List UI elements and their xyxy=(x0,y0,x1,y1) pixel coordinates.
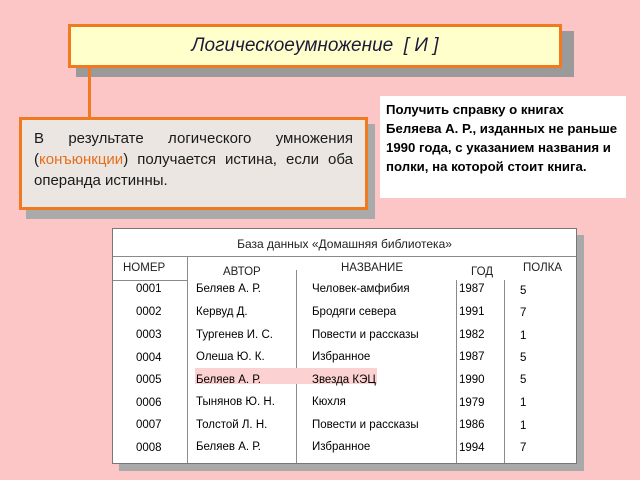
cell-shelf: 7 xyxy=(520,442,527,454)
cell-year: 1991 xyxy=(459,306,485,318)
cell-title: Избранное xyxy=(312,351,371,363)
cell-number: 0007 xyxy=(136,419,162,431)
column-header-author: АВТОР xyxy=(223,266,261,278)
caption-divider xyxy=(113,256,576,257)
cell-title: Кюхля xyxy=(312,396,346,408)
cell-shelf: 1 xyxy=(520,330,527,342)
col-divider xyxy=(456,280,457,463)
rule-definition xyxy=(19,117,368,210)
database-caption: База данных «Домашняя библиотека» xyxy=(237,237,452,251)
col-divider xyxy=(504,280,505,463)
title-left: Логическое xyxy=(191,35,295,56)
cell-author: Толстой Л. Н. xyxy=(196,419,268,431)
cell-title: Человек-амфибия xyxy=(312,283,410,295)
column-header-number: НОМЕР xyxy=(123,262,166,274)
cell-shelf: 5 xyxy=(520,285,527,297)
column-header-year: ГОД xyxy=(471,266,494,278)
connector-line xyxy=(88,68,91,122)
cell-number: 0005 xyxy=(136,374,162,386)
cell-year: 1979 xyxy=(459,397,485,409)
column-header-title: НАЗВАНИЕ xyxy=(341,262,403,274)
task-statement: Получить справку о книгах Беляева А. Р., изданных не раньше 1990 года, с указанием названия и полки, на которой стоит книга. xyxy=(380,96,626,198)
cell-year: 1986 xyxy=(459,419,485,431)
cell-shelf: 1 xyxy=(520,397,527,409)
cell-title: Избранное xyxy=(312,441,371,453)
rule-term-highlight: конъюнкции xyxy=(39,151,124,168)
cell-title: Звезда КЭЦ xyxy=(312,374,376,386)
cell-shelf: 5 xyxy=(520,374,527,386)
rule-text-before: В результате логического умножения ( xyxy=(34,130,353,168)
cell-number: 0003 xyxy=(136,329,162,341)
cell-year: 1987 xyxy=(459,283,485,295)
cell-author: Тынянов Ю. Н. xyxy=(196,396,275,408)
cell-shelf: 1 xyxy=(520,420,527,432)
cell-year: 1987 xyxy=(459,351,485,363)
col-divider xyxy=(296,270,297,463)
cell-author: Беляев А. Р. xyxy=(196,441,261,453)
slide-title xyxy=(68,24,562,68)
cell-title: Повести и рассказы xyxy=(312,329,419,341)
cell-author: Тургенев И. С. xyxy=(196,329,273,341)
cell-shelf: 5 xyxy=(520,352,527,364)
col-divider xyxy=(187,256,188,463)
cell-number: 0002 xyxy=(136,306,162,318)
rule-text-after: ) получается истина, если оба операнда истинны. xyxy=(34,151,353,189)
cell-year: 1990 xyxy=(459,374,485,386)
cell-shelf: 7 xyxy=(520,307,527,319)
title-right: умножение [ И ] xyxy=(294,35,439,56)
cell-title: Бродяги севера xyxy=(312,306,397,318)
cell-author: Олеша Ю. К. xyxy=(196,351,265,363)
column-header-shelf: ПОЛКА xyxy=(523,262,562,274)
cell-number: 0001 xyxy=(136,283,162,295)
cell-number: 0004 xyxy=(136,352,162,364)
cell-author: Беляев А. Р. xyxy=(196,283,261,295)
cell-number: 0008 xyxy=(136,442,162,454)
cell-title: Повести и рассказы xyxy=(312,419,419,431)
cell-author: Кервуд Д. xyxy=(196,306,248,318)
cell-number: 0006 xyxy=(136,397,162,409)
cell-year: 1982 xyxy=(459,329,485,341)
cell-author: Беляев А. Р. xyxy=(196,374,261,386)
header-divider xyxy=(113,280,187,281)
cell-year: 1994 xyxy=(459,442,485,454)
